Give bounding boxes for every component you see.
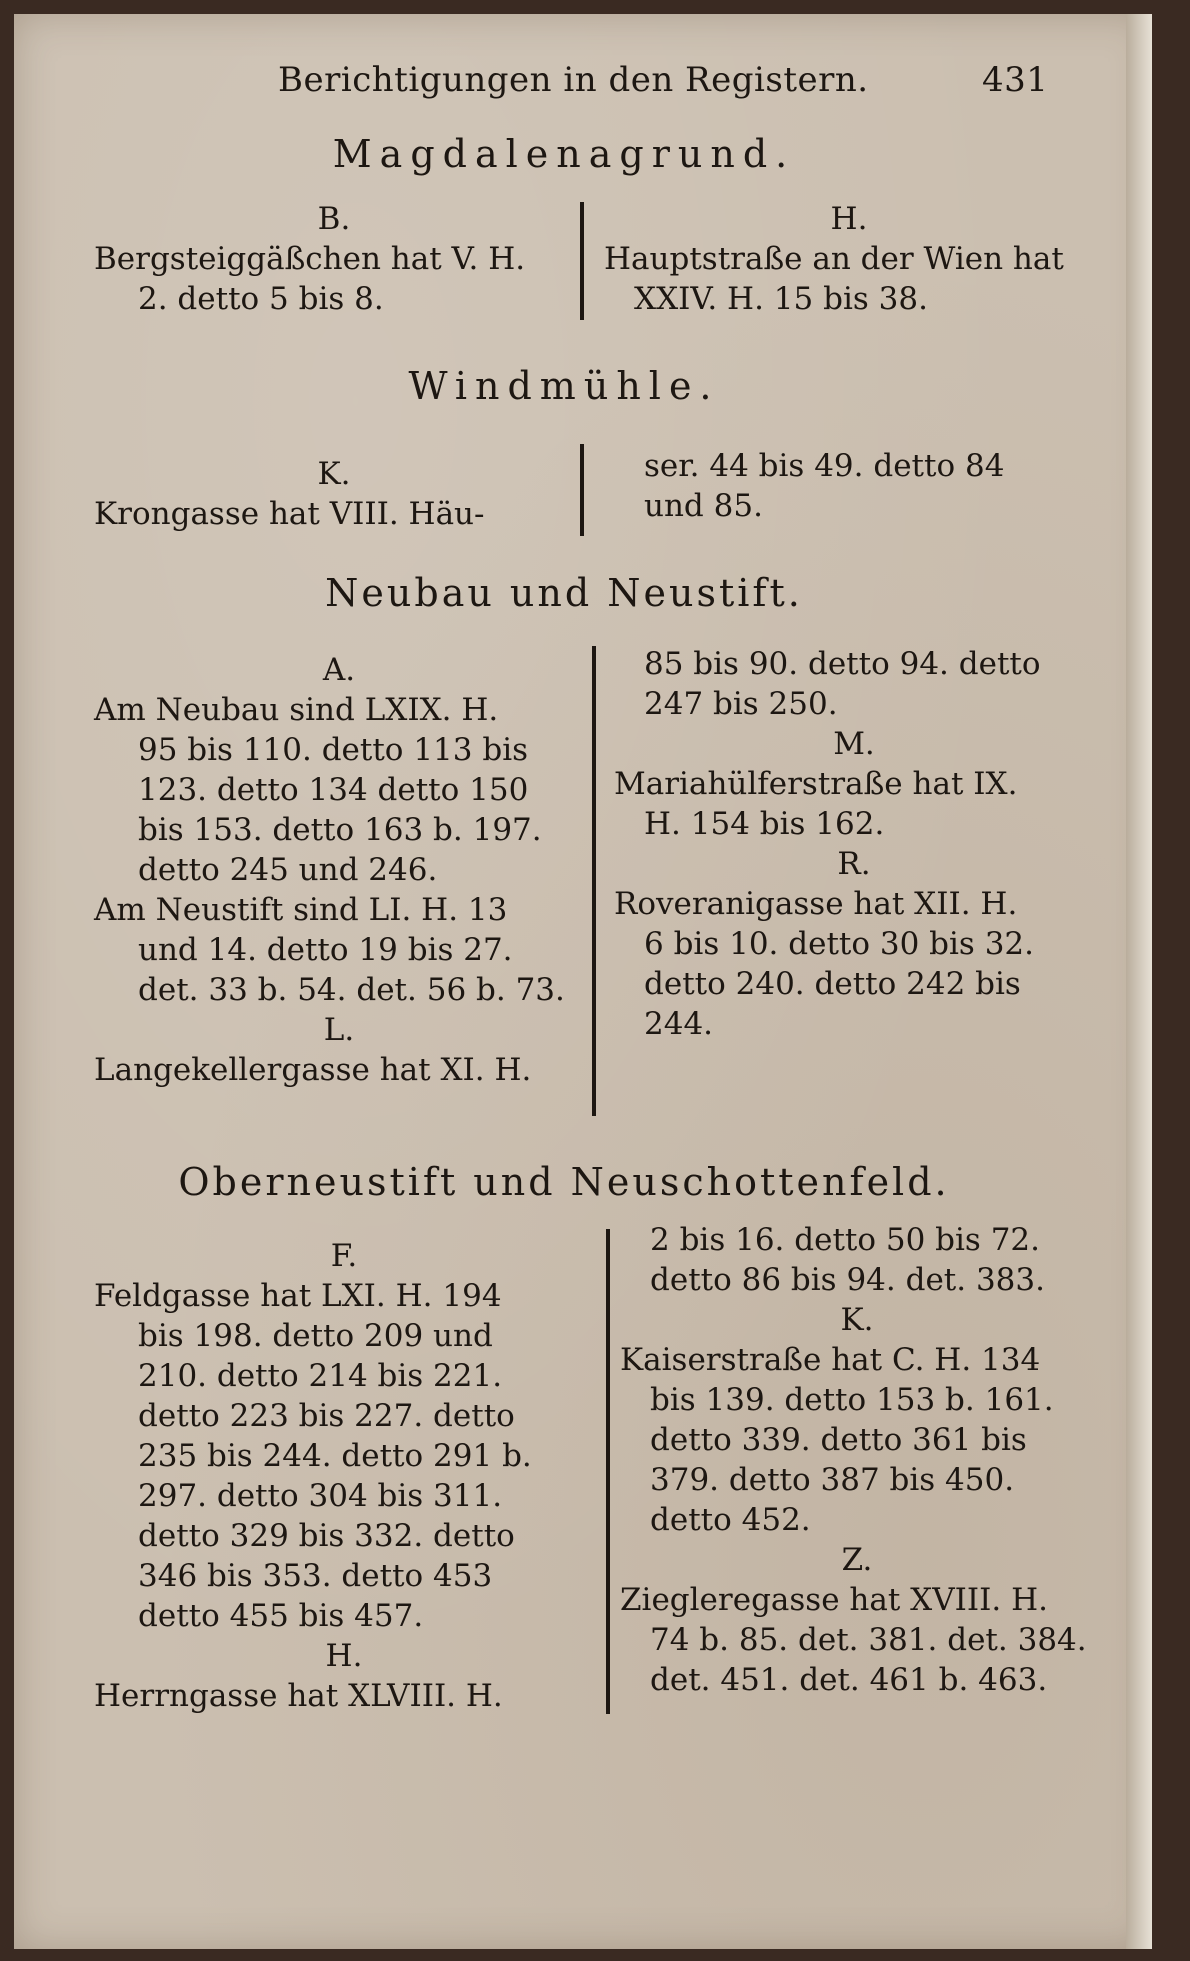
entry-continuation: H. 154 bis 162. [644, 806, 885, 842]
entry-continuation: und 14. detto 19 bis 27. [138, 932, 513, 968]
entry-continuation: det. 451. det. 461 b. 463. [650, 1662, 1048, 1698]
entry-continuation: 210. detto 214 bis 221. [138, 1358, 503, 1394]
alphabet-letter: A. [322, 652, 356, 688]
street-entry: Bergsteiggäßchen hat V. H. [94, 241, 526, 277]
section-title-neubau-neustift: Neubau und Neustift. [325, 571, 803, 615]
street-entry: Krongasse hat VIII. Häu- [94, 496, 485, 532]
section-2-left-column [94, 454, 574, 534]
entry-continuation: und 85. [644, 488, 763, 524]
section-1-right-column [604, 199, 1094, 319]
entry-continuation: 123. detto 134 detto 150 [138, 772, 529, 808]
entry-continuation: 346 bis 353. detto 453 [138, 1558, 493, 1594]
entry-continuation: 6 bis 10. detto 30 bis 32. [644, 926, 1034, 962]
entry-continuation: 85 bis 90. detto 94. detto [644, 646, 1041, 682]
section-4-left-column [94, 1236, 594, 1716]
street-entry: Am Neubau sind LXIX. H. [94, 692, 499, 728]
entry-continuation: detto 455 bis 457. [138, 1598, 424, 1634]
entry-continuation: detto 223 bis 227. detto [138, 1398, 515, 1434]
section-title-oberneustift: Oberneustift und Neuschottenfeld. [178, 1160, 950, 1204]
column-rule [580, 202, 584, 320]
alphabet-letter: F. [330, 1238, 358, 1274]
street-entry: Kaiserstraße hat C. H. 134 [620, 1342, 1041, 1378]
alphabet-letter: K. [840, 1302, 874, 1338]
street-entry: Langekellergasse hat XI. H. [94, 1052, 532, 1088]
entry-continuation: 2 bis 16. detto 50 bis 72. [650, 1222, 1040, 1258]
street-entry: Mariahülferstraße hat IX. [614, 766, 1018, 802]
entry-continuation: detto 240. detto 242 bis [644, 966, 1021, 1002]
section-2-right-column [614, 446, 1094, 526]
column-rule [580, 444, 584, 536]
entry-continuation: bis 198. detto 209 und [138, 1318, 493, 1354]
alphabet-letter: H. [325, 1638, 363, 1674]
alphabet-letter: L. [323, 1012, 355, 1048]
book-page [14, 14, 1152, 1949]
entry-continuation: detto 86 bis 94. det. 383. [650, 1262, 1045, 1298]
section-title-windmuehle: Windmühle. [408, 364, 720, 408]
entry-continuation: 2. detto 5 bis 8. [138, 281, 384, 317]
running-head: Berichtigungen in den Registern. [278, 60, 869, 100]
entry-continuation: detto 245 und 246. [138, 852, 438, 888]
street-entry: Hauptstraße an der Wien hat [604, 241, 1064, 277]
entry-continuation: 379. detto 387 bis 450. [650, 1462, 1015, 1498]
entry-continuation: detto 339. detto 361 bis [650, 1422, 1027, 1458]
entry-continuation: bis 139. detto 153 b. 161. [650, 1382, 1054, 1418]
entry-continuation: detto 452. [650, 1502, 811, 1538]
section-1-left-column [94, 199, 574, 319]
alphabet-letter: R. [837, 846, 871, 882]
alphabet-letter: K. [317, 456, 351, 492]
entry-continuation: ser. 44 bis 49. detto 84 [644, 448, 1005, 484]
entry-continuation: 74 b. 85. det. 381. det. 384. [650, 1622, 1087, 1658]
section-4-right-column [620, 1220, 1094, 1700]
page-header [14, 60, 1114, 110]
alphabet-letter: M. [833, 726, 875, 762]
street-entry: Roveranigasse hat XII. H. [614, 886, 1018, 922]
entry-continuation: detto 329 bis 332. detto [138, 1518, 515, 1554]
section-title-magdalenagrund: Magdalenagrund. [332, 132, 796, 176]
section-3-right-column [614, 644, 1094, 1044]
alphabet-letter: H. [830, 201, 868, 237]
street-entry: Herrngasse hat XLVIII. H. [94, 1678, 503, 1714]
alphabet-letter: Z. [841, 1542, 873, 1578]
column-rule [592, 646, 596, 1116]
page-number: 431 [982, 60, 1049, 100]
alphabet-letter: B. [317, 201, 351, 237]
page-edge [1126, 14, 1152, 1949]
street-entry: Ziegleregasse hat XVIII. H. [620, 1582, 1048, 1618]
entry-continuation: 95 bis 110. detto 113 bis [138, 732, 529, 768]
entry-continuation: 247 bis 250. [644, 686, 838, 722]
entry-continuation: 244. [644, 1006, 714, 1042]
street-entry: Am Neustift sind LI. H. 13 [94, 892, 508, 928]
column-rule [606, 1229, 610, 1714]
entry-continuation: det. 33 b. 54. det. 56 b. 73. [138, 972, 565, 1008]
entry-continuation: 297. detto 304 bis 311. [138, 1478, 503, 1514]
section-3-left-column [94, 650, 584, 1090]
street-entry: Feldgasse hat LXI. H. 194 [94, 1278, 502, 1314]
entry-continuation: bis 153. detto 163 b. 197. [138, 812, 542, 848]
entry-continuation: 235 bis 244. detto 291 b. [138, 1438, 532, 1474]
entry-continuation: XXIV. H. 15 bis 38. [634, 281, 928, 317]
